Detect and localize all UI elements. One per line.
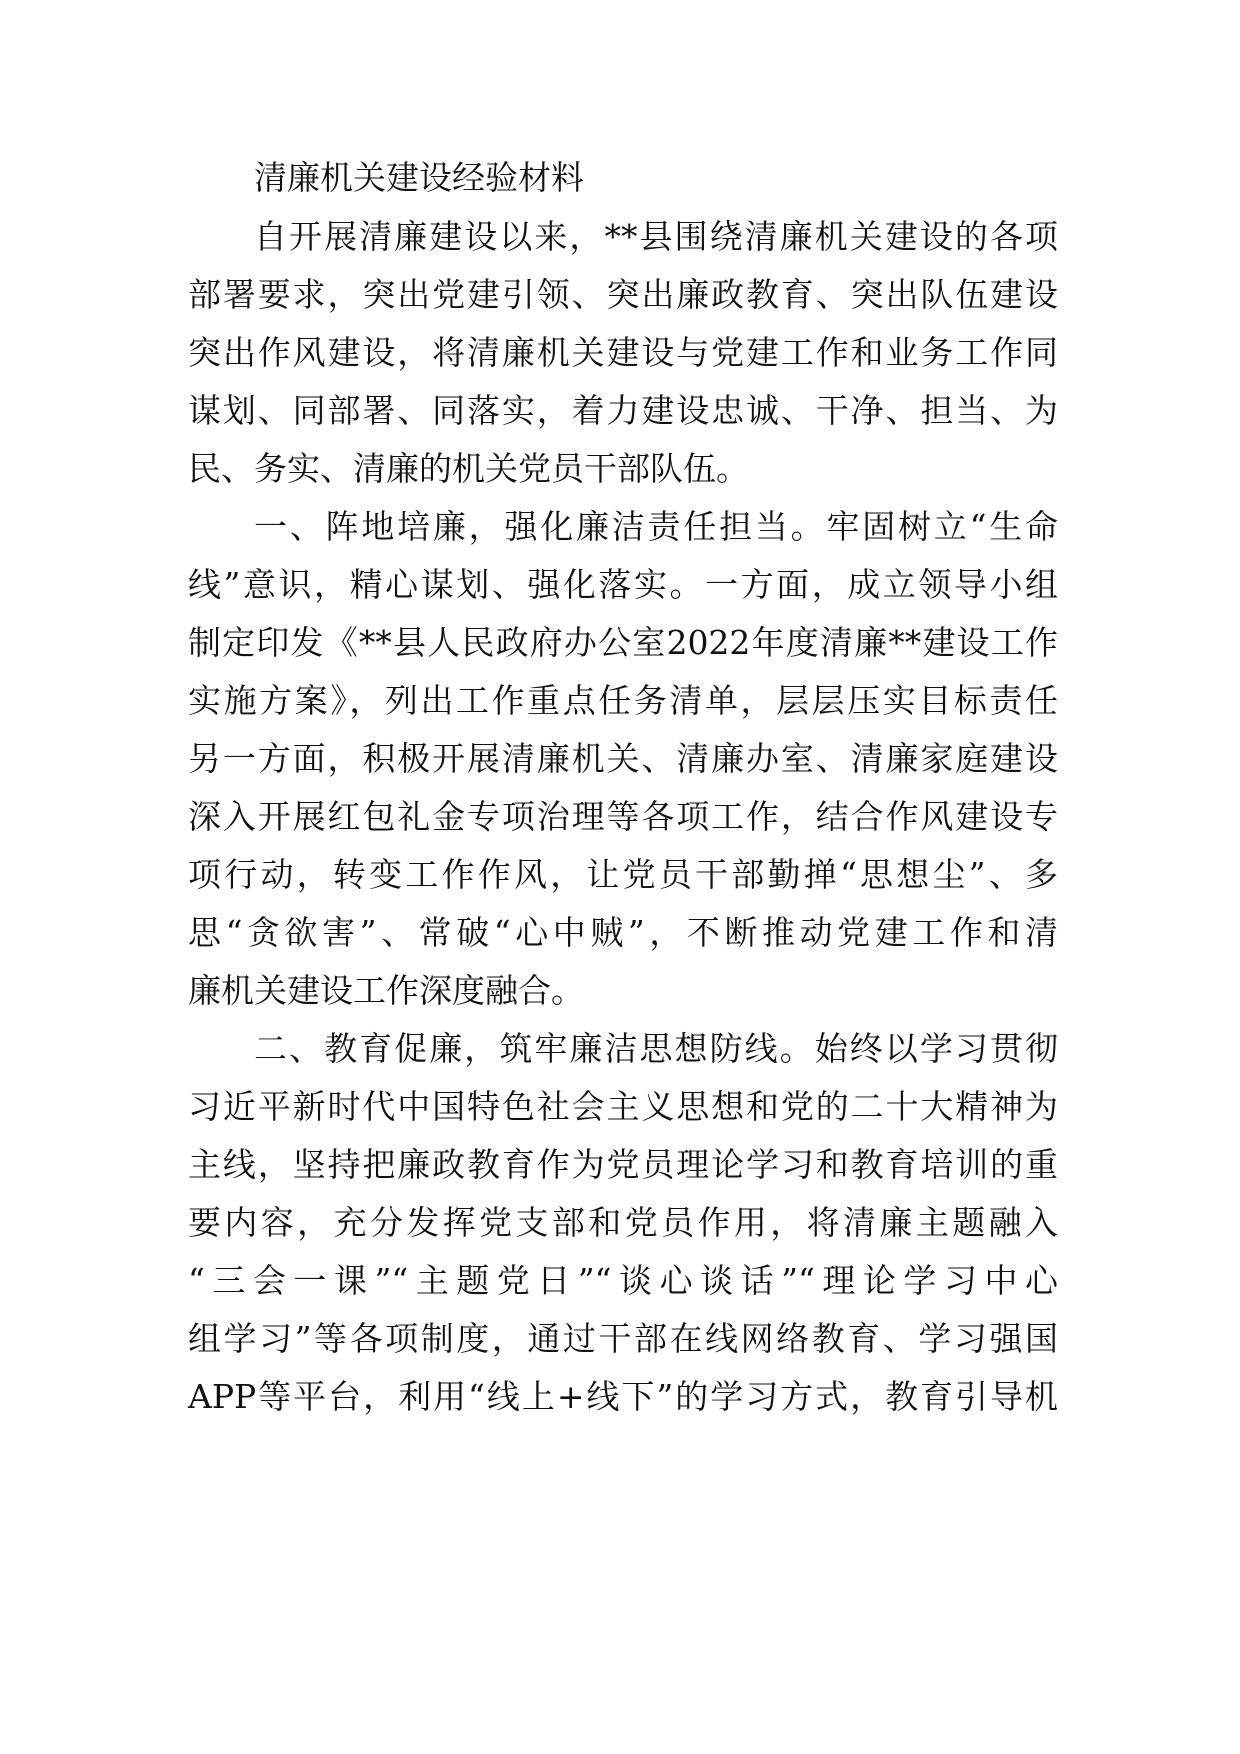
paragraph-line: APP等平台，利用“线上+线下”的学习方式，教育引导机 xyxy=(188,1377,1058,1416)
paragraph-line: 线”意识，精心谋划、强化落实。一方面，成立领导小组 xyxy=(188,565,1058,604)
paragraph-line: 部署要求，突出党建引领、突出廉政教育、突出队伍建设 xyxy=(188,275,1058,314)
paragraph-line: 谋划、同部署、同落实，着力建设忠诚、干净、担当、为 xyxy=(188,391,1058,430)
paragraph-line: 二、教育促廉，筑牢廉洁思想防线。始终以学习贯彻 xyxy=(254,1029,1058,1068)
paragraph-line: 组学习”等各项制度，通过干部在线网络教育、学习强国 xyxy=(188,1319,1058,1358)
paragraph-line: 思“贪欲害”、常破“心中贼”，不断推动党建工作和清 xyxy=(188,913,1058,952)
paragraph-line: 实施方案》，列出工作重点任务清单，层层压实目标责任 xyxy=(188,681,1058,720)
paragraph-line: 主线，坚持把廉政教育作为党员理论学习和教育培训的重 xyxy=(188,1145,1058,1184)
paragraph-line: “三会一课”“主题党日”“谈心谈话”“理论学习中心 xyxy=(188,1261,1058,1300)
paragraph-line: 廉机关建设工作深度融合。 xyxy=(188,971,584,1010)
paragraph-line: 习近平新时代中国特色社会主义思想和党的二十大精神为 xyxy=(188,1087,1058,1126)
paragraph-line: 另一方面，积极开展清廉机关、清廉办室、清廉家庭建设 xyxy=(188,739,1058,778)
paragraph-line: 民、务实、清廉的机关党员干部队伍。 xyxy=(188,449,749,488)
document-title: 清廉机关建设经验材料 xyxy=(254,158,584,197)
paragraph-line: 深入开展红包礼金专项治理等各项工作，结合作风建设专 xyxy=(188,797,1058,836)
paragraph-line: 要内容，充分发挥党支部和党员作用，将清廉主题融入 xyxy=(188,1203,1058,1242)
paragraph-line: 自开展清廉建设以来，**县围绕清廉机关建设的各项 xyxy=(254,217,1058,256)
paragraph-line: 项行动，转变工作作风，让党员干部勤掸“思想尘”、多 xyxy=(188,855,1058,894)
paragraph-line: 一、阵地培廉，强化廉洁责任担当。牢固树立“生命 xyxy=(254,507,1058,546)
paragraph-line: 制定印发《**县人民政府办公室2022年度清廉**建设工作 xyxy=(188,623,1058,662)
paragraph-line: 突出作风建设，将清廉机关建设与党建工作和业务工作同 xyxy=(188,333,1058,372)
